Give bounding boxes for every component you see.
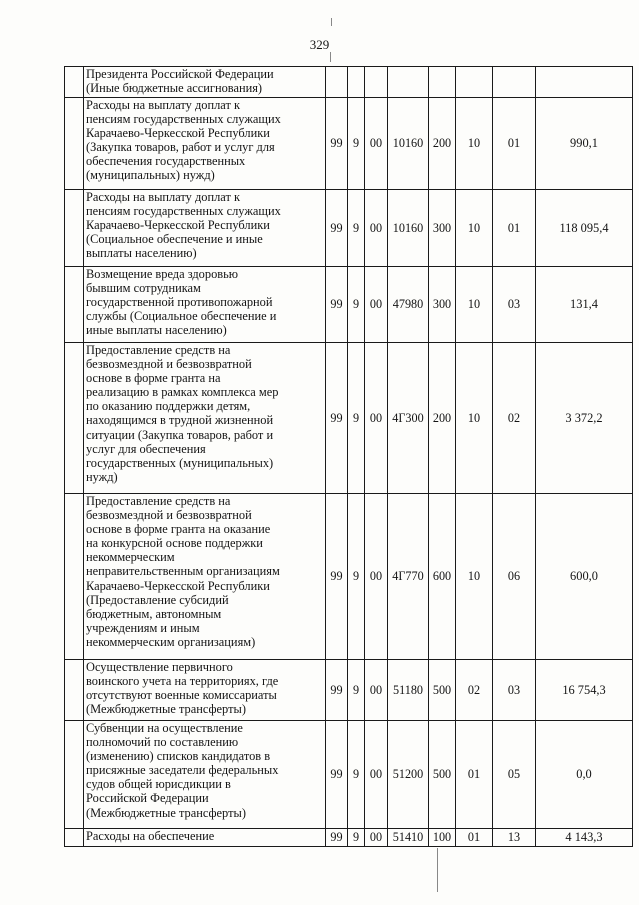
program-code: 99 <box>326 343 348 494</box>
description-cell <box>84 660 326 721</box>
program-code: 99 <box>326 660 348 721</box>
description-line: обеспечения государственных <box>86 154 246 169</box>
row-number-cell <box>65 343 84 494</box>
table-row <box>65 829 633 847</box>
direction-code: 00 <box>365 829 388 847</box>
description-line: службы (Социальное обеспечение и <box>86 309 277 324</box>
description-line: безвозмездной и безвозвратной <box>86 508 252 523</box>
description-line: Карачаево-Черкесской Республики <box>86 126 270 141</box>
subprogram-code: 9 <box>348 721 365 829</box>
description-line: пенсиям государственных служащих <box>86 204 281 219</box>
row-number-cell <box>65 98 84 190</box>
description-line: по оказанию поддержки детям, <box>86 399 251 414</box>
amount-cell: 3 372,2 <box>536 343 633 494</box>
type-code: 200 <box>429 343 456 494</box>
section-code: 10 <box>456 343 493 494</box>
program-code <box>326 67 348 98</box>
amount-cell: 990,1 <box>536 98 633 190</box>
row-number-cell <box>65 267 84 343</box>
program-code: 99 <box>326 267 348 343</box>
description-line: Субвенции на осуществление <box>86 721 243 735</box>
description-line: (Социальное обеспечение и иные <box>86 232 263 247</box>
description-cell <box>84 494 326 660</box>
subprogram-code: 9 <box>348 343 365 494</box>
section-code: 10 <box>456 267 493 343</box>
expense-code <box>388 67 429 98</box>
subsection-code <box>493 67 536 98</box>
row-number-cell <box>65 721 84 829</box>
table-row <box>65 267 633 343</box>
direction-code: 00 <box>365 98 388 190</box>
description-line: государственной противопожарной <box>86 295 273 310</box>
description-line: (Закупка товаров, работ и услуг для <box>86 140 275 155</box>
program-code: 99 <box>326 721 348 829</box>
description-line: отсутствуют военные комиссариаты <box>86 688 277 703</box>
scan-artifact <box>437 848 438 892</box>
description-line: безвозмездной и безвозвратной <box>86 357 252 372</box>
description-line: пенсиям государственных служащих <box>86 112 281 127</box>
description-line: некоммерческим организациям) <box>86 634 256 649</box>
description-line: (Иные бюджетные ассигнования) <box>86 81 263 96</box>
description-line: Расходы на обеспечение <box>86 829 215 843</box>
description-line: Предоставление средств на <box>86 494 231 508</box>
description-line: государственных (муниципальных) <box>86 455 274 470</box>
section-code: 01 <box>456 721 493 829</box>
amount-cell: 118 095,4 <box>536 190 633 267</box>
type-code: 100 <box>429 829 456 847</box>
description-line: некоммерческим <box>86 550 175 565</box>
description-line: воинского учета на территориях, где <box>86 674 279 689</box>
description-cell <box>84 343 326 494</box>
direction-code: 00 <box>365 267 388 343</box>
description-cell <box>84 67 326 98</box>
description-line: Расходы на выплату доплат к <box>86 190 240 204</box>
table-row <box>65 343 633 494</box>
description-line: Российской Федерации <box>86 791 209 806</box>
subprogram-code: 9 <box>348 494 365 660</box>
description-line: (Межбюджетные трансферты) <box>86 702 246 717</box>
direction-code: 00 <box>365 721 388 829</box>
description-line: Карачаево-Черкесской Республики <box>86 218 270 233</box>
subprogram-code: 9 <box>348 829 365 847</box>
section-code: 01 <box>456 829 493 847</box>
description-line: на конкурсной основе поддержки <box>86 536 263 551</box>
description-line: нужд) <box>86 469 118 484</box>
subsection-code: 06 <box>493 494 536 660</box>
expense-code: 51410 <box>388 829 429 847</box>
description-line: основе в форме гранта на оказание <box>86 522 271 537</box>
section-code: 02 <box>456 660 493 721</box>
type-code: 500 <box>429 721 456 829</box>
amount-cell: 16 754,3 <box>536 660 633 721</box>
row-number-cell <box>65 67 84 98</box>
table-row <box>65 190 633 267</box>
description-line: Возмещение вреда здоровью <box>86 267 239 281</box>
amount-cell: 600,0 <box>536 494 633 660</box>
description-line: Предоставление средств на <box>86 343 231 357</box>
scan-artifact <box>331 18 332 26</box>
description-line: присяжные заседатели федеральных <box>86 763 279 778</box>
description-line: (изменению) списков кандидатов в <box>86 749 271 764</box>
subprogram-code: 9 <box>348 660 365 721</box>
description-line: Карачаево-Черкесской Республики <box>86 578 270 593</box>
program-code: 99 <box>326 190 348 267</box>
direction-code <box>365 67 388 98</box>
program-code: 99 <box>326 494 348 660</box>
type-code: 600 <box>429 494 456 660</box>
direction-code: 00 <box>365 660 388 721</box>
description-line: (Предоставление субсидий <box>86 592 229 607</box>
amount-cell: 4 143,3 <box>536 829 633 847</box>
expense-code: 51200 <box>388 721 429 829</box>
description-line: услуг для обеспечения <box>86 441 206 456</box>
subprogram-code: 9 <box>348 267 365 343</box>
table-row <box>65 494 633 660</box>
direction-code: 00 <box>365 343 388 494</box>
description-line: учреждениям и иным <box>86 620 200 635</box>
section-code: 10 <box>456 494 493 660</box>
subprogram-code: 9 <box>348 98 365 190</box>
description-cell <box>84 190 326 267</box>
program-code: 99 <box>326 98 348 190</box>
type-code: 200 <box>429 98 456 190</box>
expense-code: 10160 <box>388 98 429 190</box>
subsection-code: 02 <box>493 343 536 494</box>
description-line: иные выплаты населению) <box>86 323 227 338</box>
type-code <box>429 67 456 98</box>
description-line: выплаты населению) <box>86 246 197 261</box>
direction-code: 00 <box>365 494 388 660</box>
budget-table <box>64 66 633 847</box>
expense-code: 47980 <box>388 267 429 343</box>
description-cell <box>84 267 326 343</box>
row-number-cell <box>65 190 84 267</box>
description-line: неправительственным организациям <box>86 564 280 579</box>
description-cell <box>84 98 326 190</box>
description-line: основе в форме гранта на <box>86 371 221 386</box>
description-cell <box>84 829 326 847</box>
subsection-code: 03 <box>493 267 536 343</box>
page-number: 329 <box>309 37 330 52</box>
section-code: 10 <box>456 98 493 190</box>
amount-cell <box>536 67 633 98</box>
description-line: (муниципальных) нужд) <box>86 168 215 183</box>
row-number-cell <box>65 660 84 721</box>
expense-code: 4Г300 <box>388 343 429 494</box>
description-line: Расходы на выплату доплат к <box>86 98 240 112</box>
subprogram-code <box>348 67 365 98</box>
amount-cell: 0,0 <box>536 721 633 829</box>
table-row <box>65 98 633 190</box>
type-code: 300 <box>429 190 456 267</box>
subsection-code: 03 <box>493 660 536 721</box>
description-line: Осуществление первичного <box>86 660 233 674</box>
subsection-code: 13 <box>493 829 536 847</box>
scan-artifact <box>330 52 331 62</box>
description-line: ситуации (Закупка товаров, работ и <box>86 427 274 442</box>
table-row <box>65 721 633 829</box>
amount-cell: 131,4 <box>536 267 633 343</box>
subsection-code: 01 <box>493 190 536 267</box>
description-line: бюджетным, автономным <box>86 606 222 621</box>
section-code: 10 <box>456 190 493 267</box>
table-row <box>65 660 633 721</box>
row-number-cell <box>65 829 84 847</box>
description-line: находящимся в трудной жизненной <box>86 413 274 428</box>
type-code: 300 <box>429 267 456 343</box>
row-number-cell <box>65 494 84 660</box>
type-code: 500 <box>429 660 456 721</box>
subsection-code: 01 <box>493 98 536 190</box>
expense-code: 51180 <box>388 660 429 721</box>
description-cell <box>84 721 326 829</box>
description-line: (Межбюджетные трансферты) <box>86 805 246 820</box>
description-line: полномочий по составлению <box>86 735 239 750</box>
description-line: реализацию в рамках комплекса мер <box>86 385 279 400</box>
program-code: 99 <box>326 829 348 847</box>
description-line: Президента Российской Федерации <box>86 67 274 81</box>
description-line: бывшим сотрудникам <box>86 281 201 296</box>
expense-code: 10160 <box>388 190 429 267</box>
expense-code: 4Г770 <box>388 494 429 660</box>
section-code <box>456 67 493 98</box>
subsection-code: 05 <box>493 721 536 829</box>
table-row <box>65 67 633 98</box>
subprogram-code: 9 <box>348 190 365 267</box>
direction-code: 00 <box>365 190 388 267</box>
description-line: судов общей юрисдикции в <box>86 777 231 792</box>
